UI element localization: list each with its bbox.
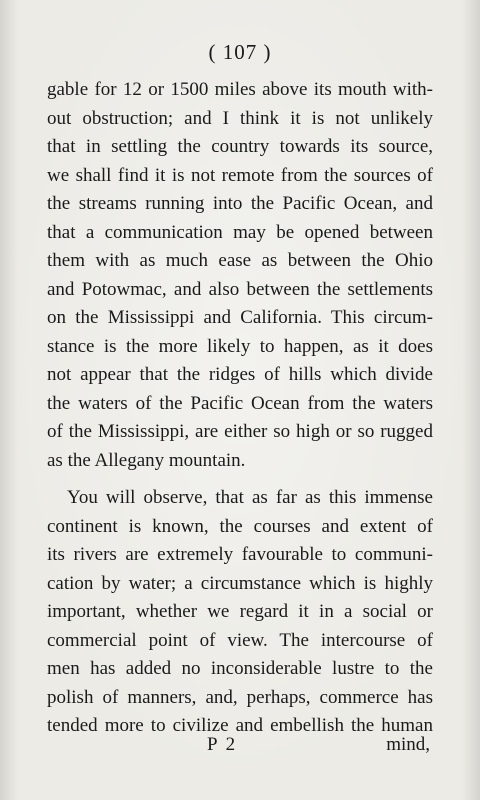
page-footer: [0, 731, 480, 759]
text-line: not appear that the ridges of hills which divide: [47, 364, 433, 385]
text-line: on the Mississippi and California. This circum-: [47, 307, 433, 328]
text-line: and Potowmac, and also between the settlements: [47, 278, 433, 300]
signature-mark: P 2: [207, 734, 238, 755]
text-line: polish of manners, and, perhaps, commerce has: [47, 686, 433, 708]
text-line: as the Allegany mountain.: [47, 449, 246, 471]
text-line: tended more to civilize and embellish the human: [47, 715, 433, 736]
text-line: continent is known, the courses and extent of: [47, 515, 433, 537]
text-line: we shall find it is not remote from the sources of: [47, 164, 433, 186]
text-line: gable for 12 or 1500 miles above its mouth with-: [47, 79, 433, 100]
page-number: ( 107 ): [208, 40, 272, 64]
text-line: important, whether we regard it in a social or: [47, 601, 433, 622]
text-line: cation by water; a circumstance which is highly: [47, 572, 433, 594]
text-line: the streams running into the Pacific Ocean, and: [47, 193, 433, 214]
paragraph-2: [47, 484, 433, 741]
text-line: that a communication may be opened between: [47, 221, 433, 243]
catchword: mind,: [386, 734, 430, 755]
text-line: the waters of the Pacific Ocean from the waters: [47, 392, 433, 414]
text-line: that in settling the country towards its source,: [47, 136, 433, 157]
text-line: them with as much ease as between the Ohio: [47, 250, 433, 271]
text-line: its rivers are extremely favourable to communi-: [47, 544, 433, 565]
text-line: of the Mississippi, are either so high or so rugged: [47, 421, 433, 442]
text-line: commercial point of view. The intercourse of: [47, 629, 433, 651]
text-line: men has added no inconsiderable lustre to the: [47, 658, 433, 679]
text-line: stance is the more likely to happen, as it does: [47, 335, 433, 357]
body-text: [47, 76, 433, 741]
text-line: You will observe, that as far as this immense: [67, 487, 433, 508]
paragraph-1: [47, 76, 433, 475]
text-line: out obstruction; and I think it is not unlikely: [47, 107, 433, 129]
paragraph-gap: [47, 475, 433, 484]
